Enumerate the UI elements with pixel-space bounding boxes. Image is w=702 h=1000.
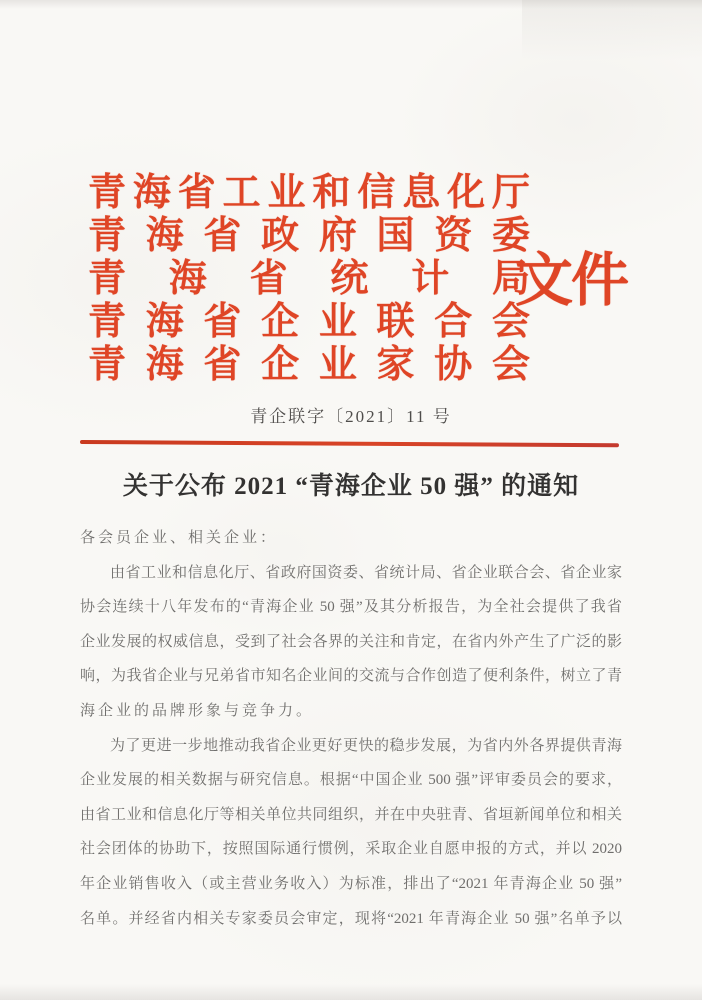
org-line-sasac: 青海省政府国资委 (88, 215, 530, 257)
body-line: 海企业的品牌形象与竞争力。 (80, 702, 315, 719)
body-line: 名单。并经省内相关专家委员会审定，现将“2021 年青海企业 50 强”名单予以 (80, 910, 622, 927)
body-line: 企业发展的权威信息，受到了社会各界的关注和肯定，在省内外产生了广泛的影 (80, 633, 622, 650)
org-line-enterprise-confederation: 青海省企业联合会 (88, 301, 530, 343)
body-line: 响，为我省企业与兄弟省市知名企业间的交流与合作创造了便利条件，树立了青 (80, 668, 622, 685)
body-line: 协会连续十八年发布的“青海企业 50 强”及其分析报告，为全社会提供了我省 (80, 599, 622, 616)
org-line-industry-it-dept: 青海省工业和信息化厅 (88, 172, 530, 214)
reference-number: 青企联字〔2021〕11 号 (250, 407, 452, 426)
letterhead-divider-rule (80, 440, 619, 447)
document-title: 关于公布 2021 “青海企业 50 强” 的通知 (122, 473, 580, 500)
org-line-statistics-bureau: 青海省统计局 (88, 258, 530, 300)
body-line: 年企业销售收入（或主营业务收入）为标准，排出了“2021 年青海企业 50 强” (80, 875, 622, 892)
body-line: 为了更进一步地推动我省企业更好更快的稳步发展，为省内外各界提供青海 (110, 737, 622, 754)
org-line-entrepreneurs-association: 青海省企业家协会 (88, 344, 530, 386)
body-line: 由省工业和信息化厅等相关单位共同组织，并在中央驻青、省垣新闻单位和相关 (80, 806, 622, 823)
body-line: 社会团体的协助下，按照国际通行惯例，采取企业自愿申报的方式，并以 2020 (80, 841, 622, 858)
salutation-line: 各会员企业、相关企业： (80, 530, 279, 546)
body-line: 由省工业和信息化厅、省政府国资委、省统计局、省企业联合会、省企业家 (110, 564, 622, 581)
letterhead (88, 172, 530, 387)
document-type-label: 文件 (515, 248, 628, 313)
document-body (80, 521, 622, 936)
body-line: 企业发展的相关数据与研究信息。根据“中国企业 500 强”评审委员会的要求， (80, 772, 622, 789)
